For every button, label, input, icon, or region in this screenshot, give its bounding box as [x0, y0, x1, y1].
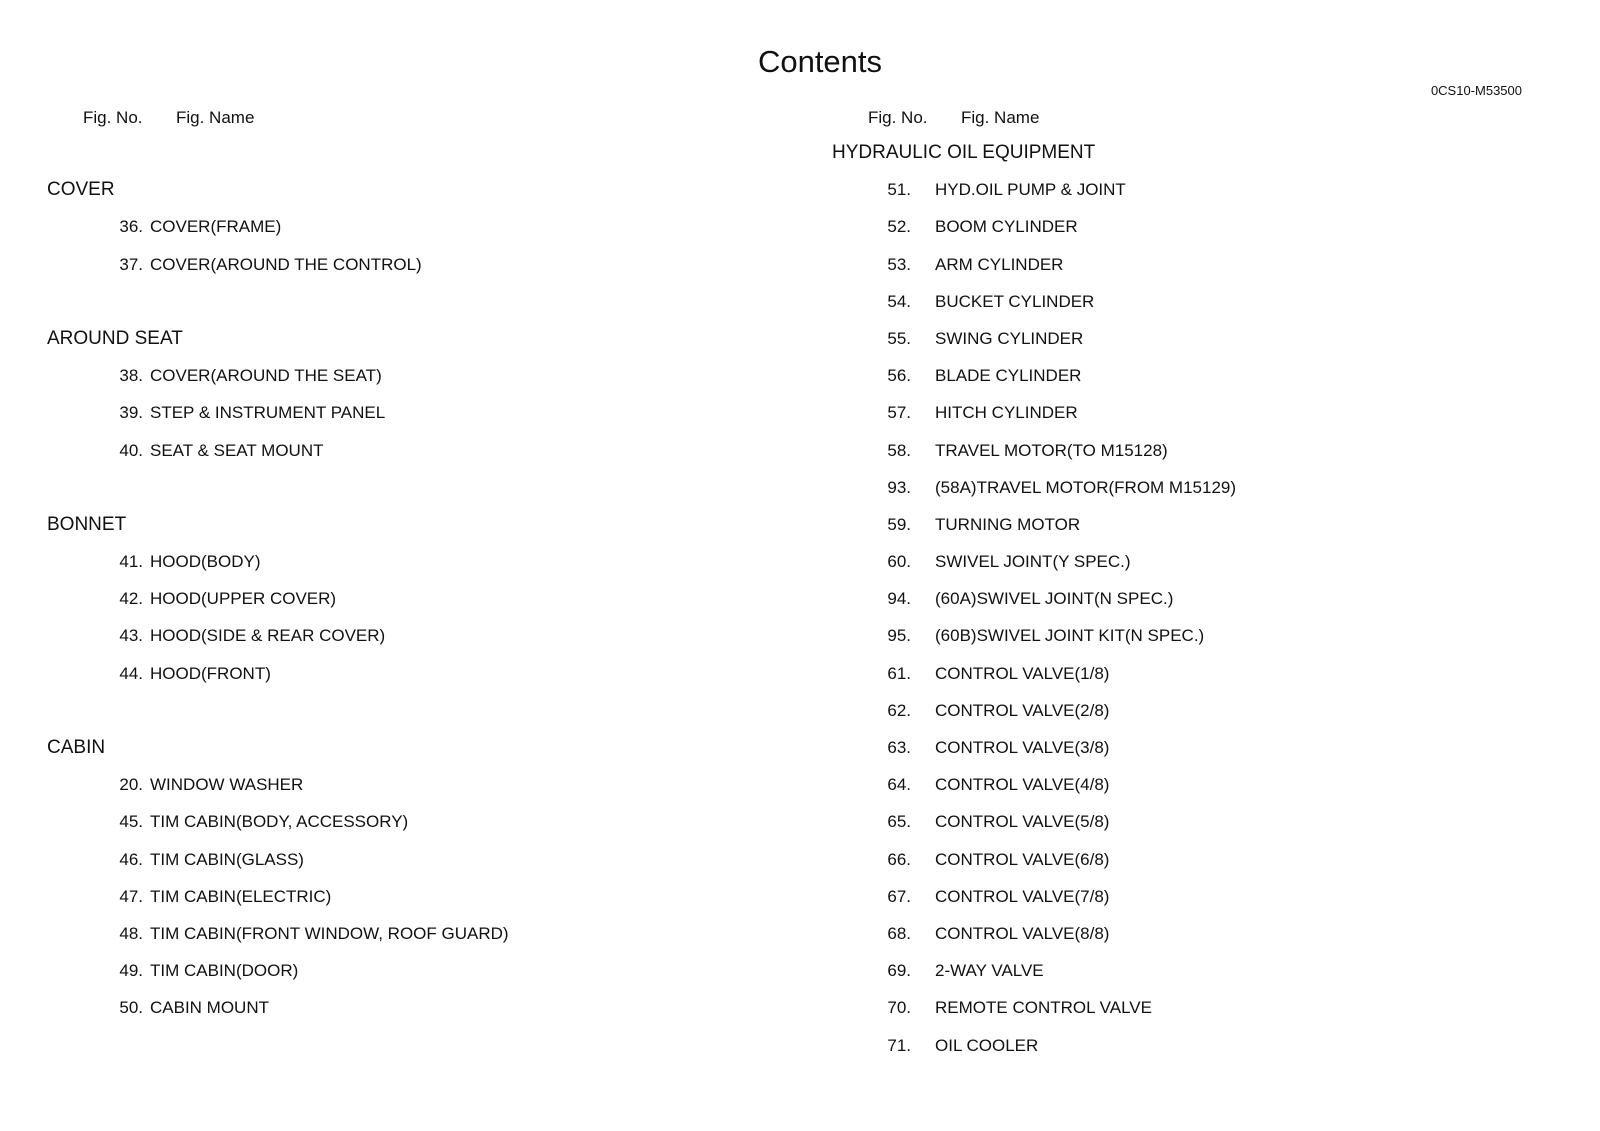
- fig-name: TRAVEL MOTOR(TO M15128): [935, 440, 1168, 460]
- contents-entry[interactable]: [0, 394, 800, 431]
- fig-number: 65.: [887, 812, 911, 832]
- fig-name: OIL COOLER: [935, 1035, 1039, 1055]
- contents-entry[interactable]: [0, 432, 800, 469]
- fig-name: TIM CABIN(DOOR): [150, 961, 299, 981]
- spacer-row: [0, 692, 800, 729]
- fig-name: TIM CABIN(FRONT WINDOW, ROOF GUARD): [150, 923, 509, 943]
- fig-number: 68.: [887, 923, 911, 943]
- spacer-row: [0, 283, 800, 320]
- fig-name: CONTROL VALVE(6/8): [935, 849, 1110, 869]
- contents-entry[interactable]: [785, 357, 1585, 394]
- contents-entry[interactable]: [785, 394, 1585, 431]
- fig-name: REMOTE CONTROL VALVE: [935, 998, 1152, 1018]
- contents-entry[interactable]: [0, 543, 800, 580]
- fig-name: CONTROL VALVE(3/8): [935, 738, 1110, 757]
- contents-entry[interactable]: [785, 208, 1585, 245]
- fig-name: COVER(AROUND THE SEAT): [150, 366, 382, 386]
- fig-number: 59.: [887, 514, 911, 534]
- contents-entry[interactable]: [785, 989, 1585, 1026]
- fig-number: 48.: [119, 923, 143, 943]
- fig-number: 67.: [887, 886, 911, 906]
- contents-entry[interactable]: [785, 171, 1585, 208]
- fig-name: CONTROL VALVE(7/8): [935, 886, 1110, 906]
- fig-name: 2-WAY VALVE: [935, 961, 1044, 981]
- spacer-row: [0, 134, 800, 171]
- contents-entry[interactable]: [785, 543, 1585, 580]
- fig-name: HYD.OIL PUMP & JOINT: [935, 180, 1126, 200]
- fig-number: 94.: [887, 589, 911, 609]
- section-label: COVER: [47, 179, 115, 201]
- fig-number: 49.: [119, 961, 143, 981]
- contents-entry[interactable]: [0, 915, 800, 952]
- fig-no-header: Fig. No.: [83, 108, 143, 127]
- fig-number: 45.: [119, 812, 143, 832]
- fig-name: SWIVEL JOINT(Y SPEC.): [935, 552, 1131, 572]
- contents-entry[interactable]: [0, 841, 800, 878]
- fig-name: HOOD(SIDE & REAR COVER): [150, 626, 386, 646]
- contents-entry[interactable]: [785, 246, 1585, 283]
- fig-name: CONTROL VALVE(4/8): [935, 775, 1110, 795]
- contents-entry[interactable]: [785, 878, 1585, 915]
- section-label: BONNET: [47, 513, 127, 535]
- contents-entry[interactable]: [785, 692, 1585, 729]
- fig-number: 46.: [119, 849, 143, 869]
- fig-number: 20.: [119, 775, 143, 795]
- spacer-row: [0, 469, 800, 506]
- fig-number: 51.: [887, 180, 911, 200]
- section-heading: [0, 171, 800, 208]
- fig-name: (60A)SWIVEL JOINT(N SPEC.): [935, 589, 1174, 609]
- fig-name: TIM CABIN(BODY, ACCESSORY): [150, 812, 409, 832]
- fig-name: TIM CABIN(GLASS): [150, 849, 304, 869]
- page-title: Contents: [757, 44, 883, 79]
- fig-name: TURNING MOTOR: [935, 514, 1081, 534]
- fig-number: 50.: [119, 998, 143, 1018]
- fig-number: 44.: [119, 663, 143, 683]
- fig-number: 62.: [887, 700, 911, 720]
- fig-number: 42.: [119, 589, 143, 609]
- fig-number: 57.: [887, 403, 911, 423]
- contents-list-left: [0, 134, 800, 1027]
- fig-number: 55.: [887, 328, 911, 348]
- fig-number: 64.: [887, 775, 911, 795]
- contents-entry[interactable]: [785, 803, 1585, 840]
- fig-number: 38.: [119, 366, 143, 386]
- fig-number: 47.: [119, 886, 143, 906]
- fig-name: CONTROL VALVE(2/8): [935, 700, 1110, 720]
- fig-number: 37.: [119, 254, 143, 274]
- contents-entry[interactable]: [785, 320, 1585, 357]
- fig-name: ARM CYLINDER: [935, 254, 1064, 274]
- fig-name: SWING CYLINDER: [935, 328, 1084, 348]
- fig-number: 39.: [119, 403, 143, 423]
- fig-name: HITCH CYLINDER: [935, 403, 1078, 423]
- contents-entry[interactable]: [0, 246, 800, 283]
- contents-entry[interactable]: [0, 208, 800, 245]
- fig-name: STEP & INSTRUMENT PANEL: [150, 403, 386, 423]
- fig-name: CONTROL VALVE(8/8): [935, 923, 1110, 943]
- fig-name: BLADE CYLINDER: [935, 366, 1082, 386]
- fig-name: HOOD(FRONT): [150, 663, 271, 683]
- contents-entry[interactable]: [785, 432, 1585, 469]
- contents-entry[interactable]: [0, 357, 800, 394]
- section-label: AROUND SEAT: [47, 327, 183, 349]
- fig-number: 66.: [887, 849, 911, 869]
- fig-number: 71.: [887, 1035, 911, 1055]
- contents-entry[interactable]: [0, 655, 800, 692]
- contents-entry[interactable]: [785, 766, 1585, 803]
- fig-number: 36.: [119, 217, 143, 237]
- fig-number: 58.: [887, 440, 911, 460]
- contents-entry[interactable]: [785, 952, 1585, 989]
- fig-number: 52.: [887, 217, 911, 237]
- contents-entry[interactable]: [785, 506, 1585, 543]
- contents-entry[interactable]: [785, 580, 1585, 617]
- fig-number: 40.: [119, 440, 143, 460]
- section-heading: [0, 320, 800, 357]
- fig-number: 53.: [887, 254, 911, 274]
- fig-name-header: Fig. Name: [176, 108, 255, 127]
- fig-number: 95.: [887, 626, 911, 646]
- fig-number: 93.: [887, 477, 911, 497]
- fig-name: COVER(AROUND THE CONTROL): [150, 254, 422, 274]
- contents-entry[interactable]: [785, 283, 1585, 320]
- contents-entry[interactable]: [0, 989, 800, 1026]
- fig-name: (58A)TRAVEL MOTOR(FROM M15129): [935, 477, 1237, 497]
- fig-name: (60B)SWIVEL JOINT KIT(N SPEC.): [935, 626, 1205, 646]
- fig-name: CONTROL VALVE(1/8): [935, 663, 1110, 683]
- fig-name: BUCKET CYLINDER: [935, 291, 1095, 311]
- fig-number: 63.: [887, 738, 911, 757]
- contents-entry[interactable]: [785, 617, 1585, 654]
- contents-entry[interactable]: [785, 655, 1585, 692]
- fig-number: 61.: [887, 663, 911, 683]
- fig-number: 60.: [887, 552, 911, 572]
- fig-name-header: Fig. Name: [961, 108, 1040, 127]
- fig-number: 56.: [887, 366, 911, 386]
- section-label: CABIN: [47, 737, 106, 758]
- fig-name: CABIN MOUNT: [150, 998, 269, 1018]
- fig-name: HOOD(UPPER COVER): [150, 589, 337, 609]
- fig-name: SEAT & SEAT MOUNT: [150, 440, 324, 460]
- contents-entry[interactable]: [785, 915, 1585, 952]
- section-heading: [0, 729, 800, 766]
- fig-number: 69.: [887, 961, 911, 981]
- fig-name: WINDOW WASHER: [150, 775, 304, 795]
- contents-entry[interactable]: [0, 803, 800, 840]
- fig-name: CONTROL VALVE(5/8): [935, 812, 1110, 832]
- fig-name: BOOM CYLINDER: [935, 217, 1078, 237]
- contents-entry[interactable]: [0, 766, 800, 803]
- fig-name: COVER(FRAME): [150, 217, 282, 237]
- contents-entry[interactable]: [0, 952, 800, 989]
- fig-number: 70.: [887, 998, 911, 1018]
- contents-entry[interactable]: [0, 580, 800, 617]
- fig-name: TIM CABIN(ELECTRIC): [150, 886, 332, 906]
- contents-entry[interactable]: [0, 878, 800, 915]
- contents-entry[interactable]: [785, 729, 1585, 766]
- contents-entry[interactable]: [785, 841, 1585, 878]
- fig-number: 54.: [887, 291, 911, 311]
- section-heading: [785, 134, 1585, 171]
- section-label: HYDRAULIC OIL EQUIPMENT: [832, 142, 1096, 163]
- fig-name: HOOD(BODY): [150, 552, 261, 572]
- fig-number: 43.: [119, 626, 143, 646]
- contents-entry[interactable]: [785, 469, 1585, 506]
- fig-no-header: Fig. No.: [868, 108, 928, 127]
- document-code: 0CS10-M53500: [1430, 83, 1522, 98]
- section-heading: [0, 506, 800, 543]
- fig-number: 41.: [119, 552, 143, 572]
- contents-entry[interactable]: [0, 617, 800, 654]
- contents-list-right: [785, 134, 1585, 1064]
- contents-entry[interactable]: [785, 1027, 1585, 1064]
